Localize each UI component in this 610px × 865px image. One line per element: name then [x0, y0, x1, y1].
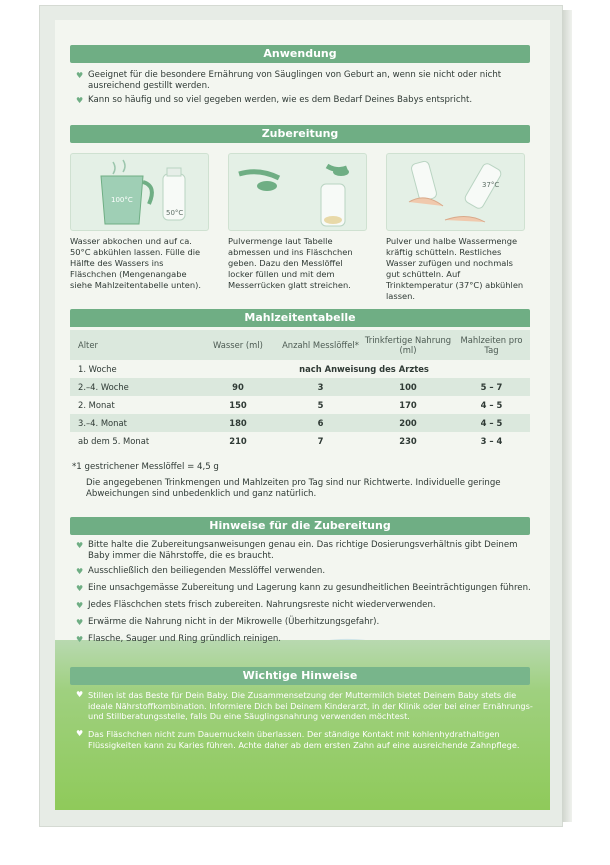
table-row — [70, 378, 530, 396]
hinweis-item-6: ♥ Flasche, Sauger und Ring gründlich reinigen. — [76, 634, 538, 645]
row5-mahlzeiten: 3 – 4 — [480, 436, 503, 446]
row2-loeffel: 3 — [278, 378, 363, 396]
row4-wasser: 180 — [198, 414, 278, 432]
wichtige-item-1: ♥ Stillen ist das Beste für Dein Baby. Die Zusammensetzung der Muttermilch bietet Deinem Baby stets die ideale Nährstoffkombination. Informiere Dich bei Deinem Kinderarzt, in der Klinik oder bei einer Ernährungs- und Stillberatungsstelle, falls Du eine Säuglingsnahrung verwenden möchtest. — [76, 690, 538, 722]
bottle-temp-label: 50°C — [166, 209, 184, 217]
table-row — [70, 432, 530, 450]
row3-alter: 2. Monat — [78, 400, 115, 410]
step2-text: Pulvermenge laut Tabelle abmessen und ins Fläschchen geben. Dazu den Messlöffel locker füllen und mit dem Messerrücken glatt streichen. — [228, 236, 353, 290]
bottle-drink-temp-label: 37°C — [482, 181, 500, 189]
table-note: Die angegebenen Trinkmengen und Mahlzeiten pro Tag sind nur Richtwerte. Individuelle geringe Abweichungen sind unbedenklich und ganz natürlich. — [86, 478, 501, 499]
hinweis-item-1: ♥ Bitte halte die Zubereitungsanweisungen genau ein. Das richtige Dosierungsverhältnis gibt Deinem Baby immer die Nährstoffe, die es braucht. — [76, 540, 538, 562]
table-header-row — [70, 330, 530, 360]
table-row — [70, 396, 530, 414]
row2-mahlzeiten: 5 – 7 — [453, 378, 530, 396]
section-title-zubereitung: Zubereitung — [70, 125, 530, 143]
row1-alter: 1. Woche — [78, 364, 117, 374]
wichtige-item-2: ♥ Das Fläschchen nicht zum Dauernuckeln überlassen. Der ständige Kontakt mit kohlenhydrathaltigen Flüssigkeiten kann zu Karies führen. Achte daher ab dem ersten Zahn auf eine ausreichende Zahnpflege. — [76, 729, 538, 750]
header-wasser: Wasser (ml) — [198, 330, 278, 360]
row1-note: nach Anweisung des Arztes — [299, 364, 429, 374]
row4-loeffel: 6 — [278, 414, 363, 432]
header-loeffel: Anzahl Messlöffel* — [278, 330, 363, 360]
kettle-temp-label: 100°C — [111, 196, 133, 204]
hinweis-item-5: ♥ Erwärme die Nahrung nicht in der Mikrowelle (Überhitzungsgefahr). — [76, 617, 538, 628]
step3-illustration — [386, 153, 525, 231]
table-row — [70, 360, 530, 378]
hinweis-item-4: ♥ Jedes Fläschchen stets frisch zubereiten. Nahrungsreste nicht wiederverwenden. — [76, 600, 538, 611]
anwendung-item-1: ♥ Geeignet für die besondere Ernährung von Säuglingen von Geburt an, wenn sie nicht oder nicht ausreichend gestillt werden. — [76, 70, 538, 92]
row5-loeffel: 7 — [317, 436, 324, 446]
header-alter: Alter — [70, 330, 198, 360]
hinweis-item-3: ♥ Eine unsachgemässe Zubereitung und Lagerung kann zu gesundheitlichen Beeinträchtigungen führen. — [76, 583, 538, 594]
meal-table — [70, 330, 530, 450]
row4-alter: 3.–4. Monat — [70, 414, 198, 432]
row5-wasser: 210 — [229, 436, 247, 446]
section-title-hinweise: Hinweise für die Zubereitung — [70, 517, 530, 535]
hinweis-item-2: ♥ Ausschließlich den beiliegenden Messlöffel verwenden. — [76, 566, 538, 577]
step3-text: Pulver und halbe Wassermenge kräftig schütteln. Restliches Wasser zufügen und nochmals gut schütteln. Auf Trinktemperatur (37°C) abkühlen lassen. — [386, 236, 524, 301]
row3-mahlzeiten: 4 – 5 — [480, 400, 503, 410]
step1-text: Wasser abkochen und auf ca. 50°C abkühlen lassen. Fülle die Hälfte des Wassers ins Fläschchen (Mengenangabe siehe Mahlzeitentabelle unten). — [70, 236, 201, 290]
table-row — [70, 414, 530, 432]
row2-nahrung: 100 — [363, 378, 453, 396]
header-mahlzeiten: Mahlzeiten pro Tag — [453, 330, 530, 360]
row3-nahrung: 170 — [399, 400, 417, 410]
step1-illustration — [70, 153, 209, 231]
section-title-wichtige: Wichtige Hinweise — [70, 667, 530, 685]
step2-illustration — [228, 153, 367, 231]
row5-nahrung: 230 — [399, 436, 417, 446]
row4-mahlzeiten: 4 – 5 — [453, 414, 530, 432]
row4-nahrung: 200 — [363, 414, 453, 432]
section-title-anwendung: Anwendung — [70, 45, 530, 63]
package-edge — [562, 10, 572, 822]
table-footnote: *1 gestrichener Messlöffel = 4,5 g — [72, 462, 219, 472]
row2-wasser: 90 — [198, 378, 278, 396]
section-title-tabelle: Mahlzeitentabelle — [70, 309, 530, 327]
header-nahrung: Trinkfertige Nahrung (ml) — [363, 330, 453, 360]
anwendung-item-2: ♥ Kann so häufig und so viel gegeben werden, wie es dem Bedarf Deines Babys entspricht. — [76, 95, 538, 106]
row3-wasser: 150 — [229, 400, 247, 410]
row3-loeffel: 5 — [317, 400, 324, 410]
row5-alter: ab dem 5. Monat — [78, 436, 150, 446]
row2-alter: 2.–4. Woche — [70, 378, 198, 396]
meadow-background — [55, 640, 550, 810]
